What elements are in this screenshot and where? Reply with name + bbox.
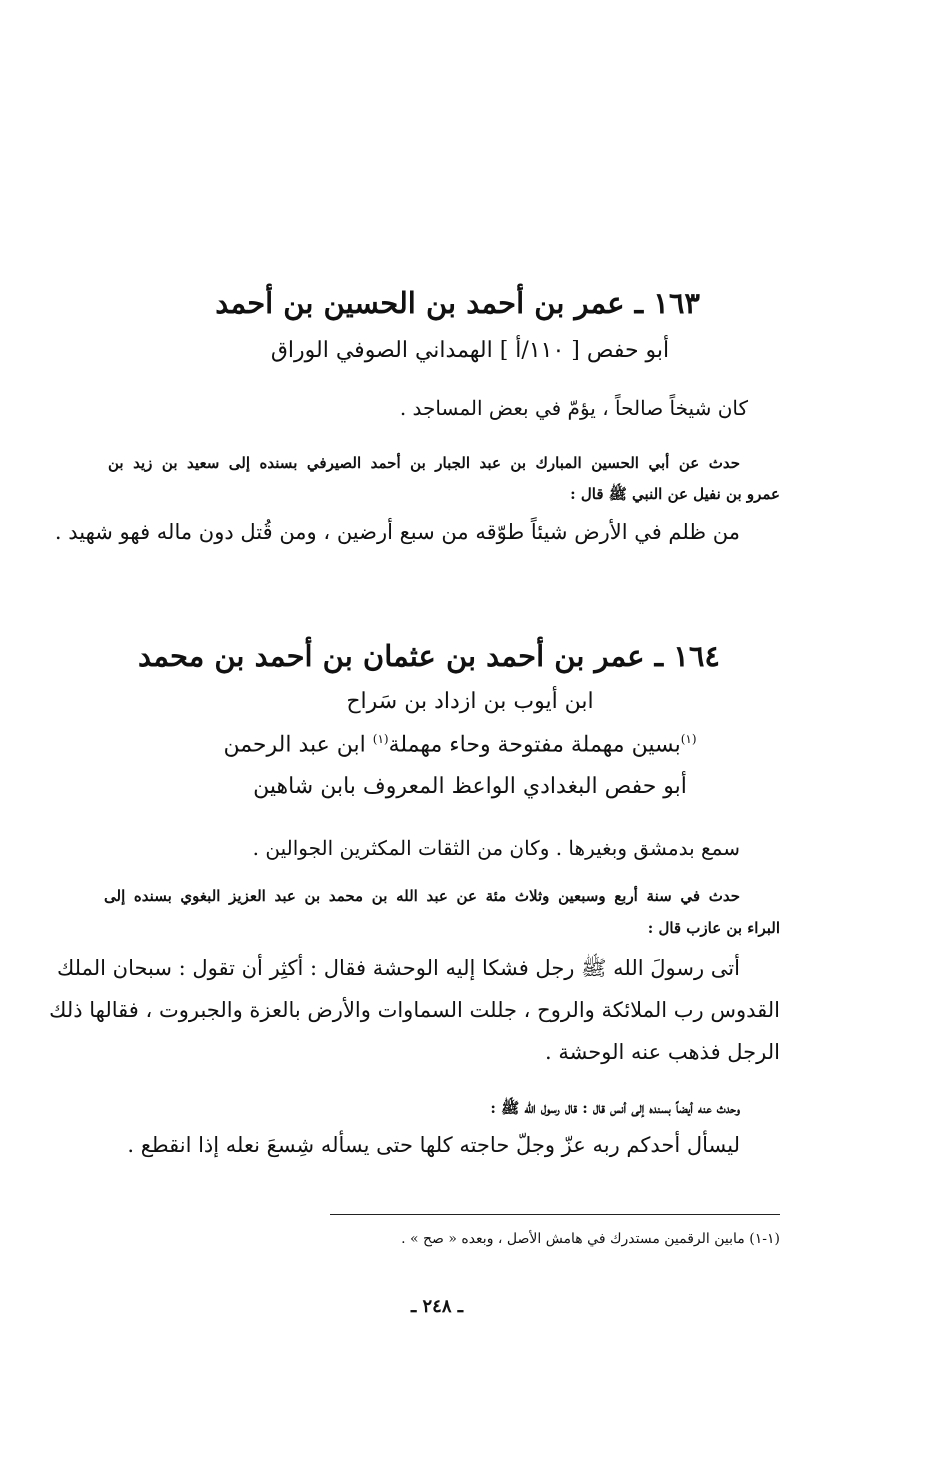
- entry-164-isnad-2: وحدث عنه أيضاً بسنده إلى أنس قال : قال رسول الله ﷺ :: [490, 1099, 740, 1117]
- page-number: ـ ٢٤٨ ـ: [410, 1296, 464, 1317]
- entry-164-hadith-1-line-2: القدوس رب الملائكة والروح ، جللت السماوات والأرض بالعزة والجبروت ، فقالها ذلك: [49, 998, 780, 1022]
- entry-164-isnad-1-line-2: البراء بن عازب قال :: [647, 919, 780, 937]
- entry-163-hadith: من ظلم في الأرض شيئاً طوّقه من سبع أرضين ، ومن قُتل دون ماله فهو شهيد .: [54, 520, 740, 544]
- entry-163-isnad-line-1: حدث عن أبي الحسين المبارك بن عبد الجبار بن أحمد الصيرفي بسنده إلى سعيد بن زيد بن: [108, 454, 740, 472]
- entry-163-bio: كان شيخاً صالحاً ، يؤمّ في بعض المساجد .: [399, 396, 748, 420]
- entry-163-title: ١٦٣ ـ عمر بن أحمد بن الحسين بن أحمد: [215, 286, 700, 320]
- entry-164-hadith-2: ليسأل أحدكم ربه عزّ وجلّ حاجته كلها حتى يسأله شِسعَ نعله إذا انقطع .: [127, 1133, 740, 1157]
- entry-164-hadith-1-line-3: الرجل فذهب عنه الوحشة .: [544, 1040, 780, 1064]
- entry-164-bio: سمع بدمشق وبغيرها . وكان من الثقات المكثرين الجوالين .: [252, 836, 740, 860]
- lineage-2-text: بسين مهملة مفتوحة وحاء مهملة: [388, 732, 681, 758]
- entry-164-lineage-3: أبو حفص البغدادي الواعظ المعروف بابن شاهين: [253, 774, 687, 799]
- footnote-marker-open: (١): [680, 732, 697, 746]
- footnote-rule: [330, 1214, 780, 1215]
- entry-164-title: ١٦٤ ـ عمر بن أحمد بن عثمان بن أحمد بن محمد: [138, 639, 720, 673]
- entry-163-kunya: أبو حفص [ ١١٠/أ ] الهمداني الصوفي الوراق: [270, 338, 670, 363]
- footnote: (١-١) مابين الرقمين مستدرك في هامش الأصل ، وبعده « صح » .: [401, 1231, 780, 1247]
- entry-164-hadith-1-line-1: أتى رسولَ الله ﷺ رجل فشكا إليه الوحشة فقال : أكثِر أن تقول : سبحان الملك: [56, 956, 740, 980]
- entry-163-isnad-line-2: عمرو بن نفيل عن النبي ﷺ قال :: [570, 485, 780, 503]
- entry-164-lineage-2: [180, 733, 740, 756]
- entry-164-isnad-1-line-1: حدث في سنة أربع وسبعين وثلاث مئة عن عبد الله بن محمد بن عبد العزيز البغوي بسنده إلى: [104, 887, 740, 905]
- lineage-2-tail: ابن عبد الرحمن: [223, 732, 373, 758]
- entry-164-lineage-1: ابن أيوب بن ازداد بن سَراح: [346, 689, 594, 714]
- footnote-marker-close: (١): [372, 732, 389, 746]
